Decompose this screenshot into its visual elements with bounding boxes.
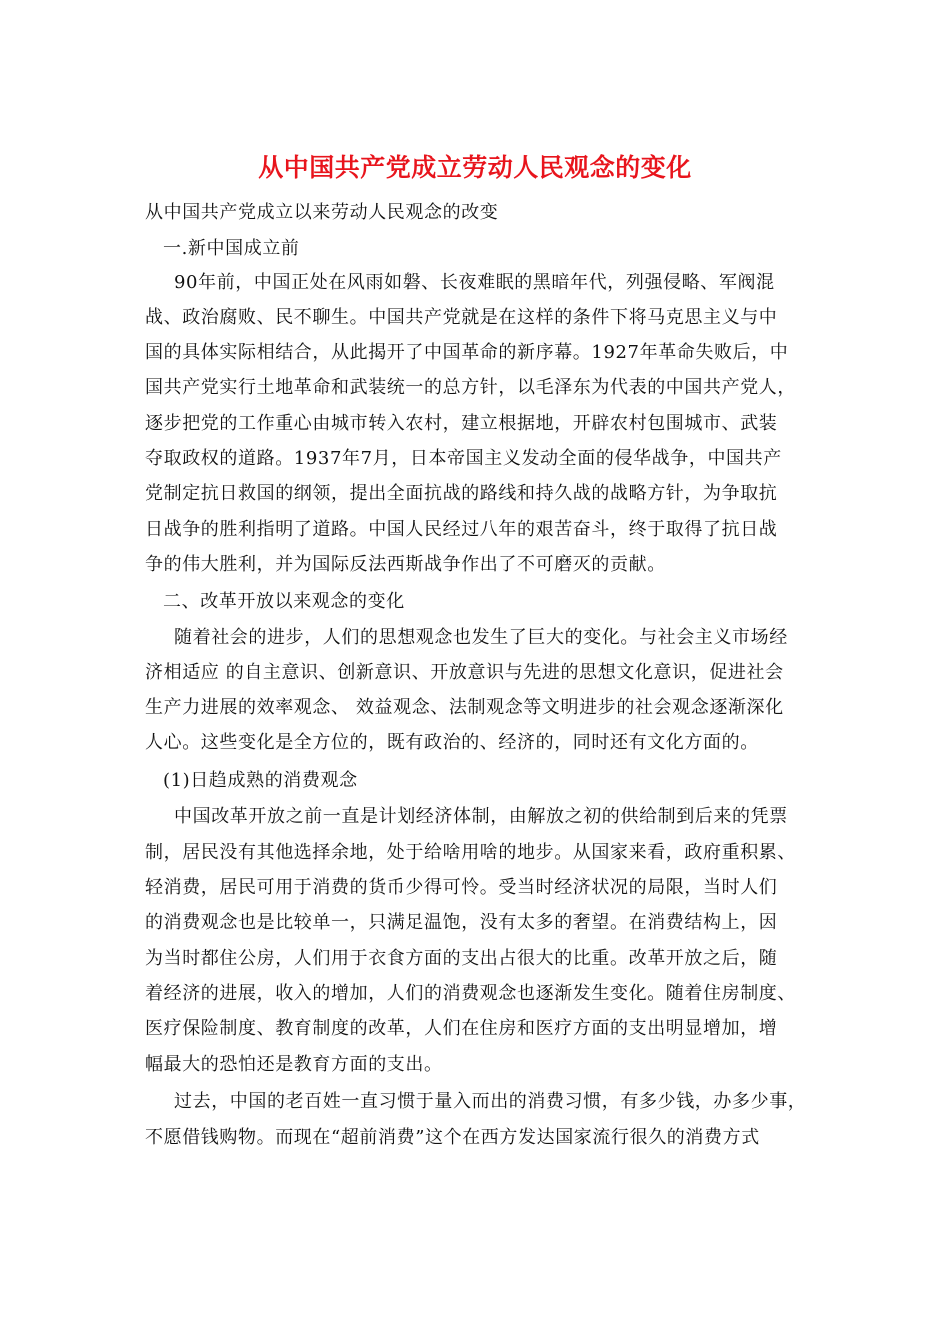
paragraph-line: 生产力进展的效率观念、 效益观念、法制观念等文明进步的社会观念逐渐深化 xyxy=(145,697,784,718)
document-title: 从中国共产党成立劳动人民观念的变化 xyxy=(258,153,692,182)
paragraph-line: 为当时都住公房，人们用于衣食方面的支出占很大的比重。改革开放之后，随 xyxy=(145,948,778,969)
paragraph-line: 轻消费，居民可用于消费的货币少得可怜。受当时经济状况的局限，当时人们 xyxy=(145,877,778,898)
paragraph-line: 国共产党实行土地革命和武装统一的总方针，以毛泽东为代表的中国共产党人， xyxy=(145,377,796,398)
section-heading-1: 一.新中国成立前 xyxy=(163,238,300,259)
paragraph-line: 随着社会的进步，人们的思想观念也发生了巨大的变化。与社会主义市场经 xyxy=(174,627,788,648)
paragraph-line: 逐步把党的工作重心由城市转入农村，建立根据地，开辟农村包围城市、武装 xyxy=(145,413,778,434)
paragraph-line: 人心。这些变化是全方位的，既有政治的、经济的，同时还有文化方面的。 xyxy=(145,732,759,753)
paragraph-line: 中国改革开放之前一直是计划经济体制，由解放之初的供给制到后来的凭票 xyxy=(174,806,788,827)
paragraph-line: 不愿借钱购物。而现在“超前消费”这个在西方发达国家流行很久的消费方式 xyxy=(145,1127,760,1148)
subtitle-line: 从中国共产党成立以来劳动人民观念的改变 xyxy=(145,202,499,223)
paragraph-line: 90年前，中国正处在风雨如磐、长夜难眠的黑暗年代，列强侵略、军阀混 xyxy=(174,272,775,293)
paragraph-line: 战、政治腐败、民不聊生。中国共产党就是在这样的条件下将马克思主义与中 xyxy=(145,307,778,328)
paragraph-line: 争的伟大胜利，并为国际反法西斯战争作出了不可磨灭的贡献。 xyxy=(145,554,666,575)
subsection-heading: (1)日趋成熟的消费观念 xyxy=(163,770,358,791)
paragraph-line: 济相适应 的自主意识、创新意识、开放意识与先进的思想文化意识，促进社会 xyxy=(145,662,784,683)
paragraph-line: 国的具体实际相结合，从此揭开了中国革命的新序幕。1927年革命失败后，中 xyxy=(145,342,789,363)
paragraph-line: 过去，中国的老百姓一直习惯于量入而出的消费习惯，有多少钱，办多少事， xyxy=(174,1091,807,1112)
paragraph-line: 夺取政权的道路。1937年7月，日本帝国主义发动全面的侵华战争，中国共产 xyxy=(145,448,782,469)
paragraph-line: 着经济的进展，收入的增加，人们的消费观念也逐渐发生变化。随着住房制度、 xyxy=(145,983,796,1004)
paragraph-line: 日战争的胜利指明了道路。中国人民经过八年的艰苦奋斗，终于取得了抗日战 xyxy=(145,519,778,540)
paragraph-line: 医疗保险制度、教育制度的改革，人们在住房和医疗方面的支出明显增加，增 xyxy=(145,1018,778,1039)
paragraph-line: 党制定抗日救国的纲领，提出全面抗战的路线和持久战的战略方针，为争取抗 xyxy=(145,483,778,504)
paragraph-line: 的消费观念也是比较单一，只满足温饱，没有太多的奢望。在消费结构上，因 xyxy=(145,912,778,933)
paragraph-line: 幅最大的恐怕还是教育方面的支出。 xyxy=(145,1054,443,1075)
section-heading-2: 二、改革开放以来观念的变化 xyxy=(163,591,405,612)
paragraph-line: 制，居民没有其他选择余地，处于给啥用啥的地步。从国家来看，政府重积累、 xyxy=(145,842,796,863)
